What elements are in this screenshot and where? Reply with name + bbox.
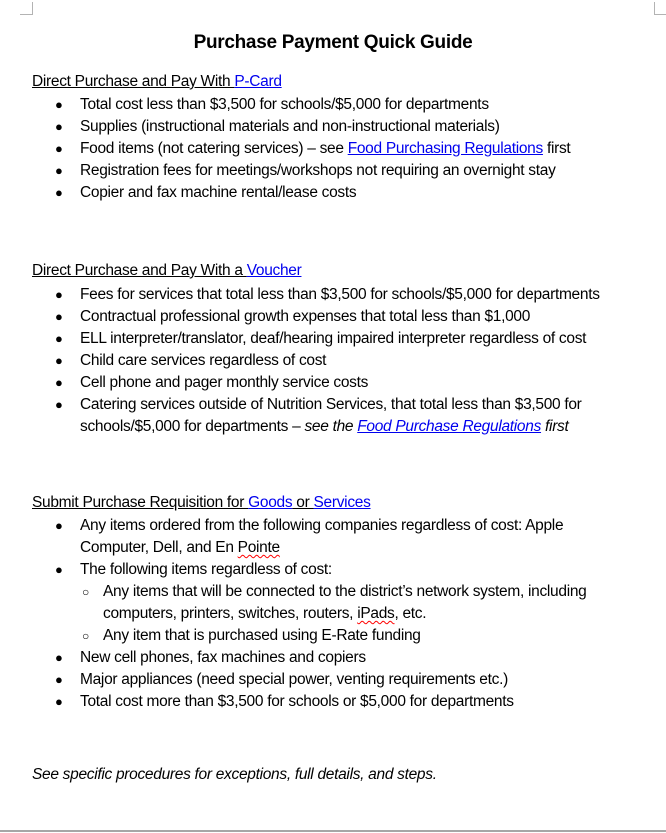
pcard-link[interactable]: P-Card bbox=[234, 73, 282, 90]
document-title: Purchase Payment Quick Guide bbox=[193, 32, 473, 53]
sub-list-item: ○ Any items that will be connected to the district’s network system, including computers, printers, switches, routers, iPads, etc. bbox=[82, 583, 587, 622]
bullet-icon: ● bbox=[55, 694, 63, 709]
bullet-icon: ● bbox=[55, 672, 63, 687]
bullet-icon: ● bbox=[55, 309, 63, 324]
requisition-list bbox=[32, 515, 586, 713]
margin-corner-mark-top-right bbox=[654, 2, 666, 15]
list-item: ● Child care services regardless of cost bbox=[32, 350, 600, 372]
list-item: ● Any items ordered from the following companies regardless of cost: Apple Computer, Dell, and En Pointe bbox=[55, 517, 564, 556]
section-heading-requisition: Submit Purchase Requisition for Goods or Services bbox=[32, 494, 371, 511]
list-item: ● Supplies (instructional materials and non-instructional materials) bbox=[32, 116, 570, 138]
bullet-icon: ● bbox=[55, 650, 63, 665]
list-item: ● Copier and fax machine rental/lease costs bbox=[32, 182, 570, 204]
bullet-icon: ● bbox=[55, 141, 63, 156]
list-item: ● ELL interpreter/translator, deaf/hearing impaired interpreter regardless of cost bbox=[32, 328, 600, 350]
pcard-list bbox=[32, 94, 570, 204]
spellcheck-flag: Pointe bbox=[237, 539, 280, 556]
list-item: ● Fees for services that total less than $3,500 for schools/$5,000 for departments bbox=[32, 284, 600, 306]
footer-note: See specific procedures for exceptions, full details, and steps. bbox=[32, 766, 437, 783]
section-heading-pcard bbox=[32, 73, 282, 91]
spellcheck-flag: iPads bbox=[357, 605, 395, 622]
bullet-icon: ● bbox=[55, 97, 63, 112]
voucher-list bbox=[32, 284, 600, 438]
margin-corner-mark-top-left bbox=[20, 2, 33, 15]
bullet-icon: ● bbox=[55, 185, 63, 200]
bullet-icon: ● bbox=[55, 397, 63, 412]
heading-text: Direct Purchase and Pay With bbox=[32, 73, 235, 90]
sub-list-item: ○ Any item that is purchased using E-Rate funding bbox=[32, 625, 586, 647]
page-bottom-edge bbox=[0, 830, 666, 832]
list-item: ● Catering services outside of Nutrition Services, that total less than $3,500 for schools/$5,000 for departments – see the Food Purchase Regulations first bbox=[55, 396, 582, 435]
list-item: ● Total cost less than $3,500 for schools/$5,000 for departments bbox=[32, 94, 570, 116]
food-purchase-regulations-link[interactable]: Food Purchase Regulations bbox=[357, 418, 542, 435]
bullet-icon: ● bbox=[55, 375, 63, 390]
heading-text: Direct Purchase and Pay With a bbox=[32, 262, 247, 279]
list-item: ● The following items regardless of cost: bbox=[32, 559, 586, 581]
list-item: ● New cell phones, fax machines and copiers bbox=[32, 647, 586, 669]
hollow-bullet-icon: ○ bbox=[82, 629, 89, 643]
services-link[interactable]: Services bbox=[313, 494, 371, 511]
bullet-icon: ● bbox=[55, 331, 63, 346]
section-heading-voucher bbox=[32, 262, 301, 280]
bullet-icon: ● bbox=[55, 562, 63, 577]
bullet-icon: ● bbox=[55, 518, 63, 533]
food-purchasing-regulations-link[interactable]: Food Purchasing Regulations bbox=[347, 140, 543, 157]
list-item: ● Major appliances (need special power, venting requirements etc.) bbox=[32, 669, 586, 691]
list-item: ● Registration fees for meetings/workshops not requiring an overnight stay bbox=[32, 160, 570, 182]
bullet-icon: ● bbox=[55, 119, 63, 134]
list-item: ● Total cost more than $3,500 for schools or $5,000 for departments bbox=[32, 691, 586, 713]
voucher-link[interactable]: Voucher bbox=[246, 262, 302, 279]
heading-text: Submit Purchase Requisition for bbox=[32, 494, 249, 511]
list-item: ● Food items (not catering services) – see Food Purchasing Regulations first bbox=[32, 138, 570, 160]
goods-link[interactable]: Goods bbox=[248, 494, 293, 511]
list-item: ● Cell phone and pager monthly service costs bbox=[32, 372, 600, 394]
bullet-icon: ● bbox=[55, 163, 63, 178]
bullet-icon: ● bbox=[55, 353, 63, 368]
hollow-bullet-icon: ○ bbox=[82, 585, 89, 599]
bullet-icon: ● bbox=[55, 287, 63, 302]
list-item: ● Contractual professional growth expenses that total less than $1,000 bbox=[32, 306, 600, 328]
